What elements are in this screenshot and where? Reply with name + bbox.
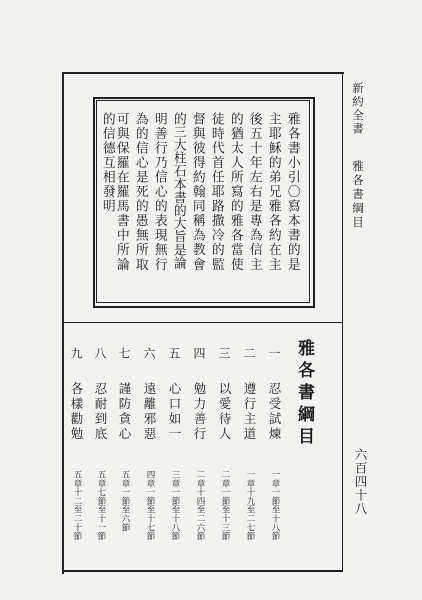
item-reference: 四章一節至十七節 (145, 470, 155, 541)
intro-column: 為的信心是死的愚無所取 (132, 112, 148, 273)
intro-column: 的信德互相發明 (99, 112, 115, 214)
item-title: 以愛待人 (217, 382, 232, 442)
item-reference: 五章七節至十一節 (96, 470, 106, 541)
item-reference: 一章十九至二七節 (245, 470, 255, 541)
section-divider (62, 322, 342, 323)
item-reference: 二章一節至十三節 (220, 470, 230, 541)
intro-column: 後五十年左右是專為信主 (246, 112, 262, 273)
running-header-section: 雅各書綱目 (351, 160, 365, 230)
intro-column: 的三大柱石本書的大旨是論 (170, 112, 186, 270)
intro-column: 主耶穌的弟兄雅各約在主 (265, 112, 281, 273)
intro-column: 明善行乃信心的表現無行 (151, 112, 167, 273)
item-title: 遵行主道 (242, 382, 257, 442)
intro-column: 雅各書小引〇寫本書的是 (284, 112, 300, 273)
item-title: 忍耐到底 (93, 382, 108, 442)
item-number: 七 (117, 347, 131, 359)
item-number: 二 (242, 347, 256, 359)
item-title: 心口如一 (167, 382, 182, 442)
page-frame-bottom-rule (62, 570, 343, 572)
item-number: 三 (217, 347, 231, 359)
item-title: 遠離邪惡 (142, 382, 157, 442)
item-reference: 二章十四至二六節 (195, 470, 205, 541)
item-title: 各樣勸勉 (69, 382, 84, 442)
item-reference: 五章一節至六節 (120, 470, 130, 532)
item-number: 五 (167, 347, 181, 359)
page-frame-right-rule (342, 72, 343, 572)
item-reference: 三章一節至十八節 (170, 470, 180, 541)
running-header-book: 新約全書 (351, 82, 365, 136)
item-title: 謹防貪心 (117, 382, 132, 442)
item-title: 勉力善行 (192, 382, 207, 442)
item-number: 九 (69, 347, 83, 359)
item-number: 四 (192, 347, 206, 359)
page-number: 六百四十八 (353, 448, 368, 516)
intro-column: 的猶太人所寫的雅各當使 (227, 112, 243, 273)
item-reference: 五章十二至二十節 (72, 470, 82, 541)
intro-column: 督與彼得約翰同稱為教會 (189, 112, 205, 273)
item-number: 八 (93, 347, 107, 359)
intro-column: 可與保羅在羅馬書中所論 (113, 112, 129, 273)
item-title: 忍受試煉 (267, 382, 282, 442)
item-number: 一 (267, 347, 281, 359)
contents-title: 雅各書綱目 (294, 339, 314, 449)
item-number: 六 (142, 347, 156, 359)
intro-column: 徒時代首任耶路撒冷的監 (208, 112, 224, 273)
item-reference: 一章一節至十八節 (270, 470, 280, 541)
